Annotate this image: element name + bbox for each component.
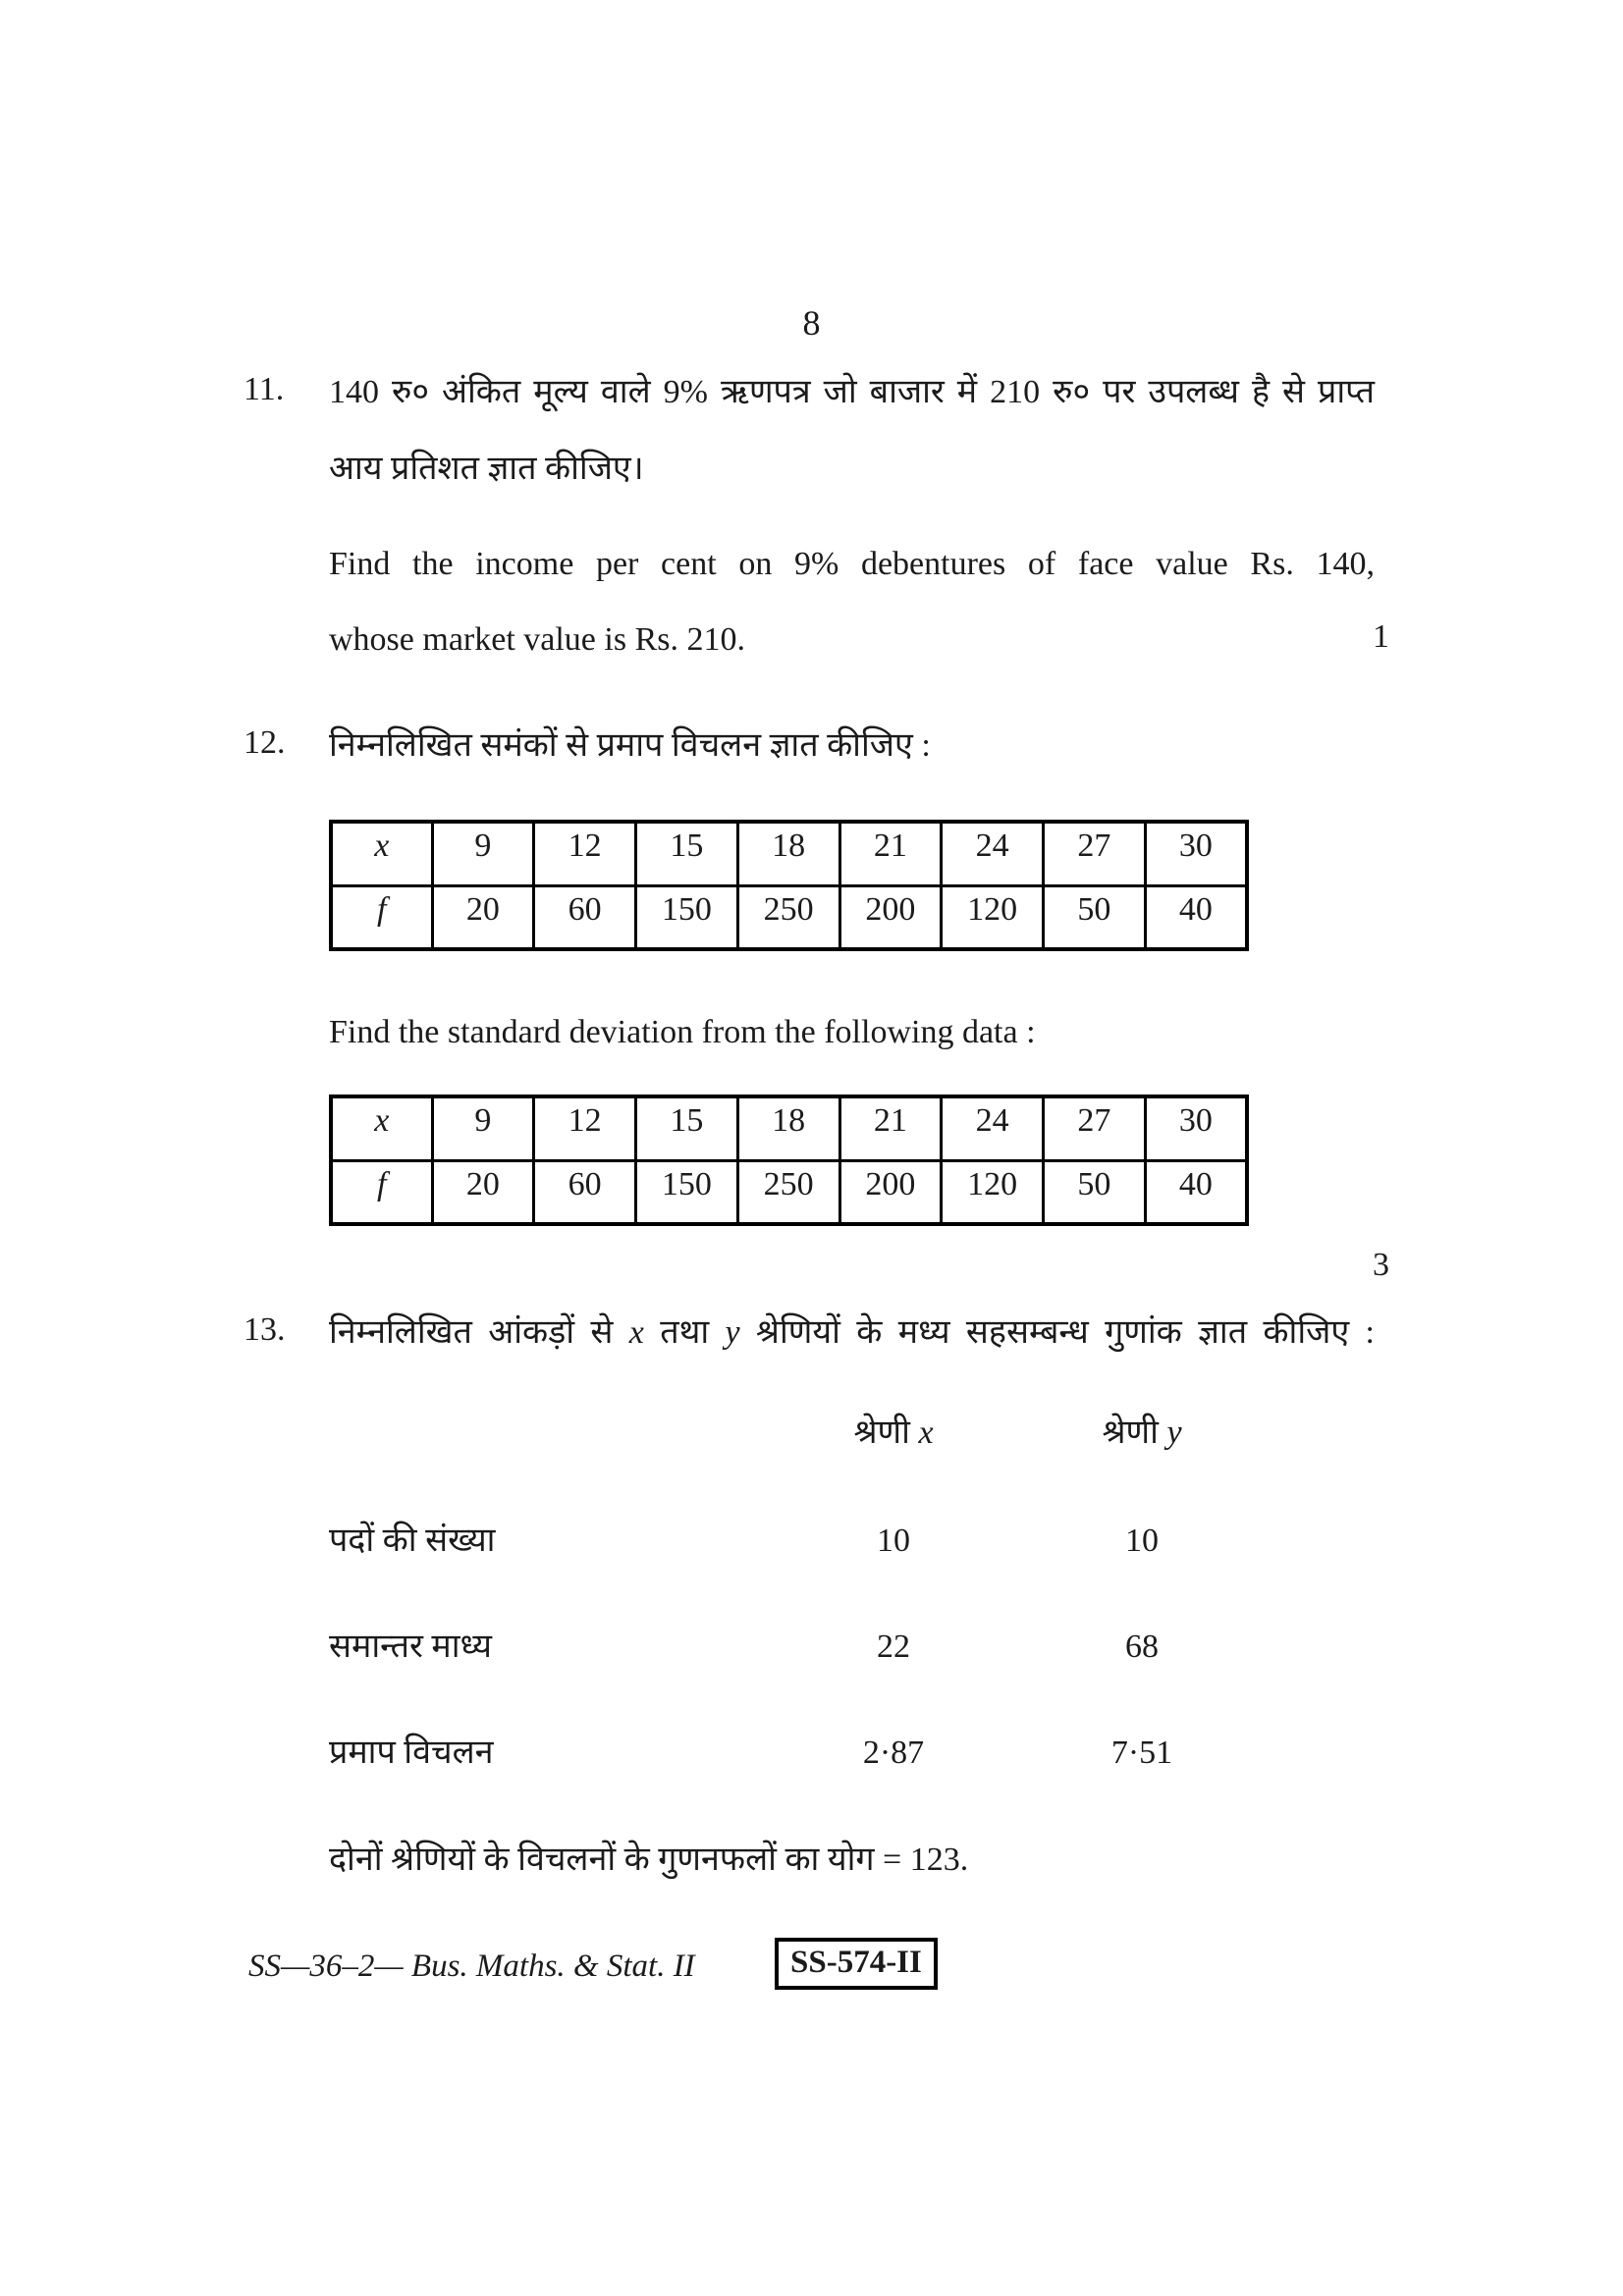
value-cell: 150 xyxy=(636,885,738,949)
series-x-var: x xyxy=(918,1415,934,1451)
q12-marks: 3 xyxy=(1373,1247,1389,1283)
value-cell: 27 xyxy=(1044,822,1146,885)
value-cell: 18 xyxy=(737,1096,839,1160)
value-cell: 50 xyxy=(1044,1160,1146,1224)
value-cell: 15 xyxy=(636,1096,738,1160)
q13-value-count-x: 10 xyxy=(877,1522,910,1559)
q13-heading-text: निम्नलिखित आंकड़ों से xyxy=(329,1314,629,1351)
value-cell: 24 xyxy=(942,1096,1044,1160)
q12-hindi-heading: निम्नलिखित समंकों से प्रमाप विचलन ज्ञात कीजिए : xyxy=(329,727,931,764)
q13-row-label-count: पदों की संख्या xyxy=(329,1522,496,1559)
footer-paper-title: SS—36–2— Bus. Maths. & Stat. II xyxy=(248,1949,695,1984)
series-y-var: y xyxy=(1166,1415,1182,1451)
q11-hindi-line1: 140 रु० अंकित मूल्य वाले 9% ऋणपत्र जो बाजार में 210 रु० पर उपलब्ध है से प्राप्त xyxy=(329,374,1375,410)
q13-heading-var-x: x xyxy=(628,1314,644,1351)
value-cell: 21 xyxy=(839,822,942,885)
value-cell: 9 xyxy=(432,1096,534,1160)
q12-frequency-table-english xyxy=(329,1095,1249,1226)
value-cell: 40 xyxy=(1145,885,1247,949)
value-cell: 12 xyxy=(534,1096,636,1160)
table-row-f xyxy=(331,1160,1247,1224)
q13-value-mean-x: 22 xyxy=(877,1629,910,1665)
value-cell: 30 xyxy=(1145,822,1247,885)
value-cell: 150 xyxy=(636,1160,738,1224)
footer-code: SS-574-II xyxy=(790,1945,922,1980)
value-cell: 120 xyxy=(942,1160,1044,1224)
q13-row-label-sd: प्रमाप विचलन xyxy=(329,1735,494,1771)
value-cell: 250 xyxy=(737,1160,839,1224)
footer-code-box xyxy=(775,1938,938,1990)
value-cell: 12 xyxy=(534,822,636,885)
q13-heading xyxy=(329,1311,1375,1355)
q13-value-mean-y: 68 xyxy=(1125,1629,1159,1665)
q13-series-y-header xyxy=(1058,1412,1225,1455)
q11-english-line2: whose market value is Rs. 210. xyxy=(329,621,745,658)
value-cell: 21 xyxy=(839,1096,942,1160)
q11-marks: 1 xyxy=(1373,618,1389,655)
q12-english-heading: Find the standard deviation from the following data : xyxy=(329,1014,1036,1050)
value-cell: 27 xyxy=(1044,1096,1146,1160)
q13-value-count-y: 10 xyxy=(1125,1522,1159,1559)
q13-footnote: दोनों श्रेणियों के विचलनों के गुणनफलों का योग = 123. xyxy=(329,1842,969,1878)
value-cell: 30 xyxy=(1145,1096,1247,1160)
value-cell: 250 xyxy=(737,885,839,949)
value-cell: 9 xyxy=(432,822,534,885)
value-cell: 40 xyxy=(1145,1160,1247,1224)
q13-row-label-mean: समान्तर माध्य xyxy=(329,1629,493,1665)
series-label: श्रेणी xyxy=(1102,1415,1167,1451)
value-cell: 24 xyxy=(942,822,1044,885)
page-number: 8 xyxy=(802,303,821,343)
q11-hindi-line2: आय प्रतिशत ज्ञात कीजिए। xyxy=(329,451,644,487)
q12-frequency-table-hindi xyxy=(329,820,1249,951)
table-row-x xyxy=(331,1096,1247,1160)
row-label-cell: f xyxy=(331,1160,432,1224)
q13-value-sd-y: 7·51 xyxy=(1110,1735,1173,1771)
value-cell: 60 xyxy=(534,885,636,949)
q13-number: 13. xyxy=(243,1311,286,1348)
q13-heading-var-y: y xyxy=(725,1314,740,1351)
value-cell: 200 xyxy=(839,1160,942,1224)
q13-heading-text: श्रेणियों के मध्य सहसम्बन्ध गुणांक ज्ञात कीजिए : xyxy=(739,1314,1375,1351)
q13-heading-text: तथा xyxy=(643,1314,726,1351)
row-label-cell: x xyxy=(331,1096,432,1160)
value-cell: 200 xyxy=(839,885,942,949)
q13-series-x-header xyxy=(810,1412,977,1455)
value-cell: 20 xyxy=(432,1160,534,1224)
value-cell: 20 xyxy=(432,885,534,949)
value-cell: 60 xyxy=(534,1160,636,1224)
row-label-cell: x xyxy=(331,822,432,885)
value-cell: 18 xyxy=(737,822,839,885)
row-label-cell: f xyxy=(331,885,432,949)
q11-english-line1: Find the income per cent on 9% debentures of face value Rs. 140, xyxy=(329,546,1375,582)
table-row-x xyxy=(331,822,1247,885)
series-label: श्रेणी xyxy=(853,1415,919,1451)
value-cell: 15 xyxy=(636,822,738,885)
q13-value-sd-x: 2·87 xyxy=(862,1735,925,1771)
q12-number: 12. xyxy=(243,724,286,761)
value-cell: 50 xyxy=(1044,885,1146,949)
table-row-f xyxy=(331,885,1247,949)
q11-number: 11. xyxy=(243,371,285,407)
value-cell: 120 xyxy=(942,885,1044,949)
